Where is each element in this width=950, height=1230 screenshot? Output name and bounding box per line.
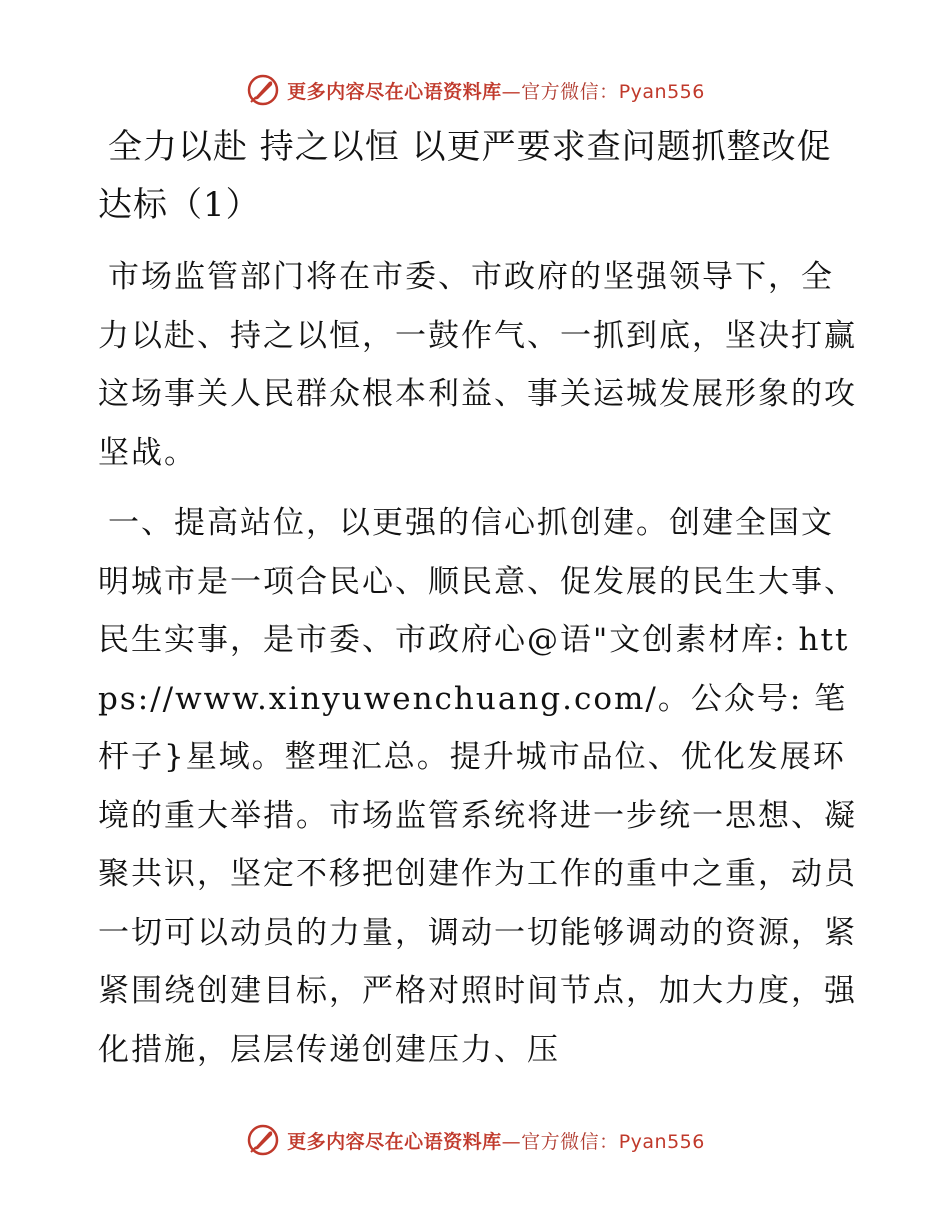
banner-text	[287, 1127, 705, 1154]
banner-separator: —	[501, 1130, 522, 1153]
banner-official-label: 官方微信：	[521, 80, 619, 103]
document-title: 全力以赴 持之以恒 以更严要求查问题抓整改促达标（1）	[98, 127, 832, 225]
paragraph-intro: 市场监管部门将在市委、市政府的坚强领导下，全力以赴、持之以恒，一鼓作气、一抓到底，坚决打赢这场事关人民群众根本利益、事关运城发展形象的攻坚战。	[98, 259, 857, 471]
feather-pen-logo-icon	[245, 1122, 281, 1158]
document-body	[98, 118, 858, 1079]
banner-main-text: 更多内容尽在心语资料库	[287, 1130, 502, 1153]
feather-pen-logo-icon	[245, 72, 281, 108]
banner-main-text: 更多内容尽在心语资料库	[287, 80, 502, 103]
footer-banner	[0, 1118, 950, 1162]
banner-account: Pyan556	[618, 80, 705, 103]
banner-text	[287, 77, 705, 104]
banner-separator: —	[501, 80, 522, 103]
paragraph-section-one: 一、提高站位，以更强的信心抓创建。创建全国文明城市是一项合民心、顺民意、促发展的民生大事、民生实事，是市委、市政府心@语"文创素材库: https://www.xinyuwenchuang.com/。公众号: 笔杆子}星域。整理汇总。提升城市品位、优化发展环境的重大举措。市场监管系统将进一步统一思想、凝聚共识，坚定不移把创建作为工作的重中之重，动员一切可以动员的力量，调动一切能够调动的资源，紧紧围绕创建目标，严格对照时间节点，加大力度，强化措施，层层传递创建压力、压	[98, 505, 857, 1068]
banner-official-label: 官方微信：	[521, 1130, 619, 1153]
header-banner	[0, 68, 950, 112]
banner-account: Pyan556	[618, 1130, 705, 1153]
